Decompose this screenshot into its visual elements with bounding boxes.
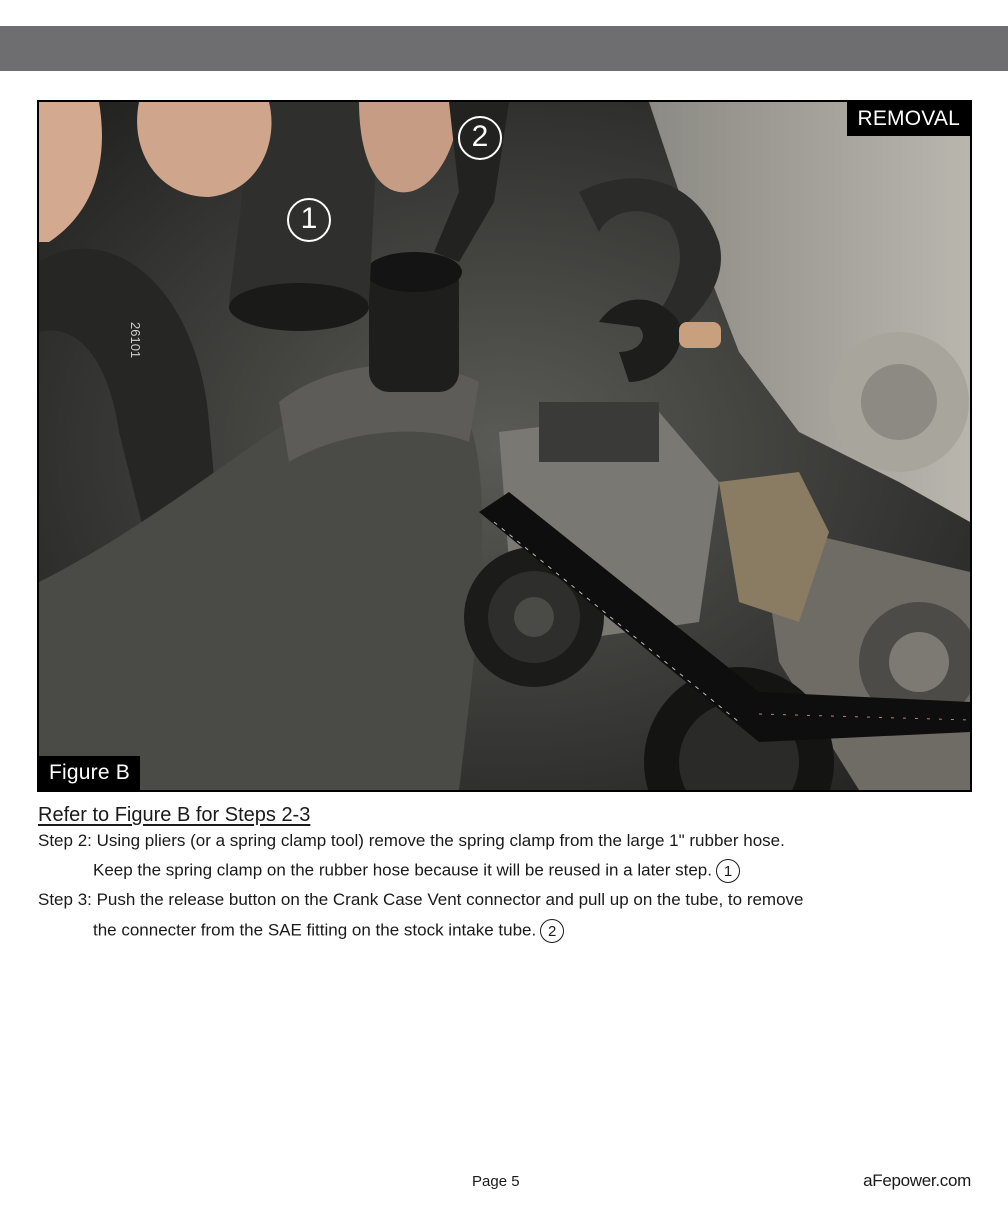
website-link[interactable]: aFepower.com [863, 1171, 971, 1190]
callout-1: 1 [287, 198, 331, 242]
hose-marking-text: 26101 [128, 322, 143, 359]
header-bar [0, 26, 1008, 71]
removal-label: REMOVAL [847, 102, 970, 136]
step-3-line-1: Step 3: Push the release button on the Crank Case Vent connector and pull up on the tube, to remove [38, 890, 804, 909]
page-number: Page 5 [472, 1173, 520, 1190]
step-3-line-2 [93, 919, 564, 943]
section-heading: Refer to Figure B for Steps 2-3 [38, 804, 311, 826]
callout-2: 2 [458, 116, 502, 160]
step-2-text: Keep the spring clamp on the rubber hose because it will be reused in a later step. [93, 860, 712, 880]
figure-caption: Figure B [39, 756, 140, 790]
step-2-line-1: Step 2: Using pliers (or a spring clamp tool) remove the spring clamp from the large 1" rubber hose. [38, 831, 785, 850]
step-2-ref-badge: 1 [716, 859, 740, 883]
figure-b-photo [37, 100, 972, 792]
engine-photo-illustration [39, 102, 970, 790]
step-2-line-2 [93, 859, 740, 883]
step-3-text: the connecter from the SAE fitting on the stock intake tube. [93, 920, 537, 940]
step-3-ref-badge: 2 [540, 919, 564, 943]
